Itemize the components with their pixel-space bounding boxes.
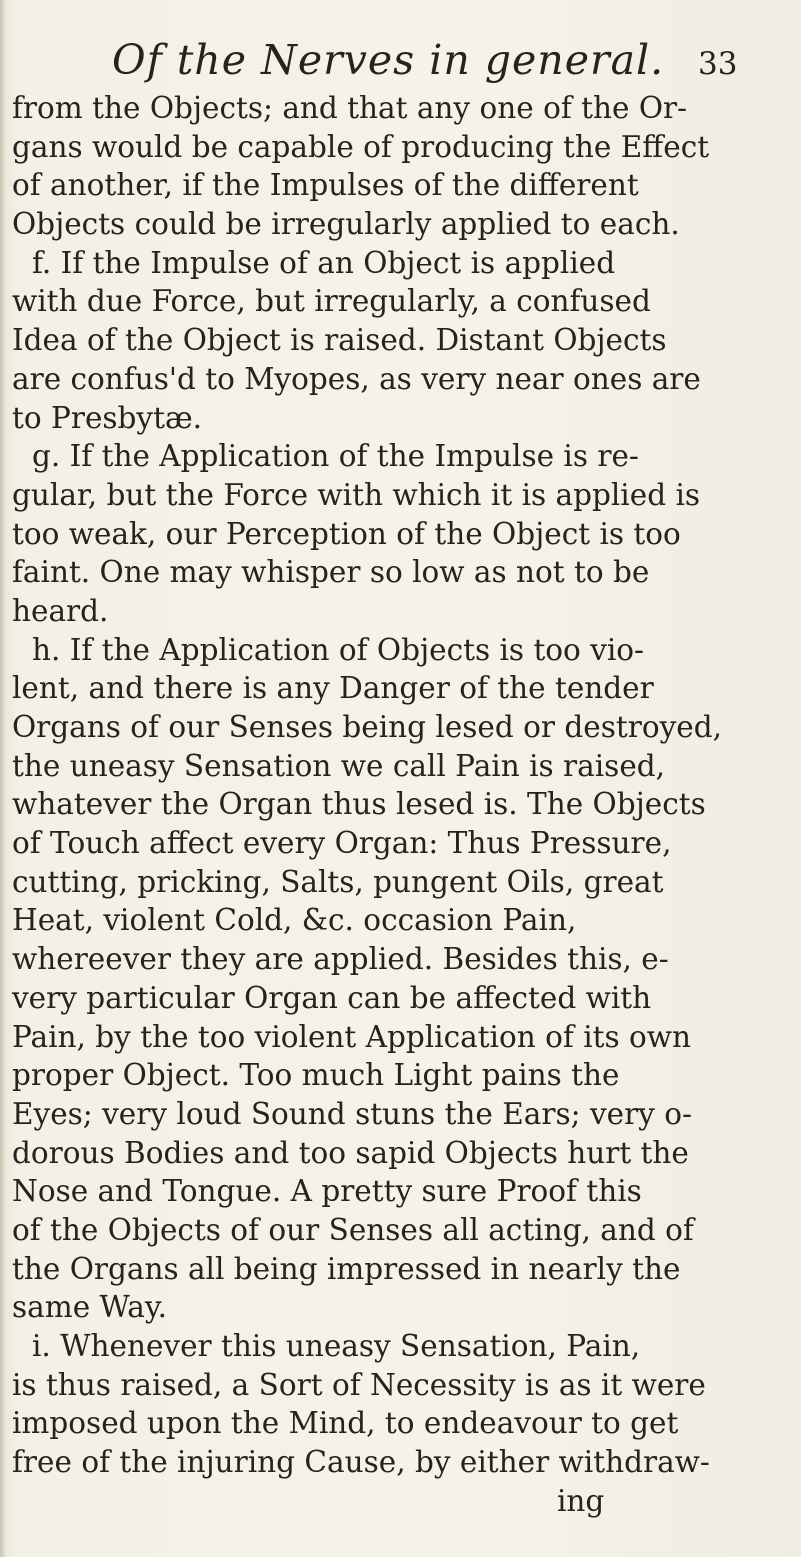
text-line: Eyes; very loud Sound stuns the Ears; very o-	[12, 1096, 692, 1131]
page-number: 33	[698, 46, 738, 82]
body-text	[12, 89, 772, 1520]
text-line: Nose and Tongue. A pretty sure Proof this	[12, 1174, 642, 1209]
text-line: of the Objects of our Senses all acting, and of	[12, 1212, 694, 1247]
running-head	[112, 36, 772, 96]
text-line: is thus raised, a Sort of Necessity is as it were	[12, 1367, 706, 1402]
text-line: whatever the Organ thus lesed is. The Objects	[12, 787, 706, 822]
catchword: ing	[557, 1483, 605, 1518]
text-line: Objects could be irregularly applied to each.	[12, 207, 680, 242]
running-title: Of the Nerves in general.	[112, 36, 665, 84]
paragraph-f-start: f. If the Impulse of an Object is applied	[32, 245, 616, 280]
text-line: are confus'd to Myopes, as very near ones are	[12, 361, 701, 396]
text-line: gular, but the Force with which it is applied is	[12, 477, 701, 512]
paragraph-h-start: h. If the Application of Objects is too vio-	[32, 632, 645, 667]
page-gutter	[0, 0, 6, 1557]
text-line: faint. One may whisper so low as not to be	[12, 555, 650, 590]
text-line: free of the injuring Cause, by either withdraw-	[12, 1445, 710, 1480]
text-line: Pain, by the too violent Application of its own	[12, 1019, 692, 1054]
text-line: lent, and there is any Danger of the tender	[12, 671, 654, 706]
text-line: the uneasy Sensation we call Pain is raised,	[12, 748, 666, 783]
text-line: Heat, violent Cold, &c. occasion Pain,	[12, 903, 577, 938]
text-line: proper Object. Too much Light pains the	[12, 1058, 620, 1093]
text-line: very particular Organ can be affected with	[12, 980, 652, 1015]
text-line: same Way.	[12, 1290, 168, 1325]
text-line: whereever they are applied. Besides this, e-	[12, 942, 669, 977]
text-line: the Organs all being impressed in nearly the	[12, 1251, 681, 1286]
text-line: gans would be capable of producing the Effect	[12, 129, 710, 164]
text-line: of Touch affect every Organ: Thus Pressure,	[12, 826, 672, 861]
text-line: Organs of our Senses being lesed or destroyed,	[12, 710, 722, 744]
text-line: Idea of the Object is raised. Distant Objects	[12, 323, 667, 358]
text-line: dorous Bodies and too sapid Objects hurt the	[12, 1135, 689, 1170]
text-line: imposed upon the Mind, to endeavour to get	[12, 1406, 679, 1441]
text-line: too weak, our Perception of the Object is too	[12, 516, 681, 551]
text-line: of another, if the Impulses of the different	[12, 168, 639, 203]
paragraph-g-start: g. If the Application of the Impulse is re-	[32, 439, 639, 474]
paragraph-i-start: i. Whenever this uneasy Sensation, Pain,	[32, 1329, 641, 1363]
text-line: to Presbytæ.	[12, 400, 203, 435]
text-line: cutting, pricking, Salts, pungent Oils, great	[12, 864, 664, 899]
text-line: with due Force, but irregularly, a confused	[12, 284, 651, 319]
text-line: from the Objects; and that any one of the Or-	[12, 91, 688, 125]
text-line: heard.	[12, 593, 109, 628]
